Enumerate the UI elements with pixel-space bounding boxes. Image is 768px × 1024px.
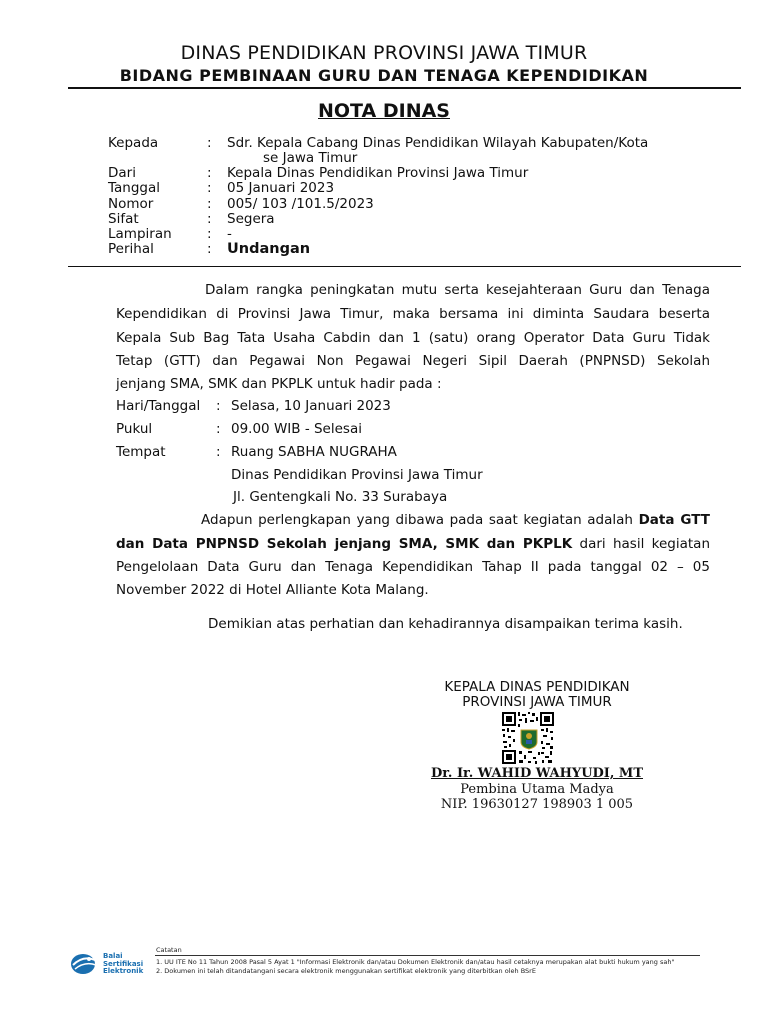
hari-value: Selasa, 10 Januari 2023 xyxy=(231,398,391,414)
colon: : xyxy=(216,421,221,437)
signatory-name: Dr. Ir. WAHID WAHYUDI, MT xyxy=(430,766,643,781)
paragraph-line: Tetap (GTT) dan Pegawai Non Pegawai Negeri Sipil Daerah (PNPNSD) Sekolah xyxy=(116,353,710,369)
footer-divider xyxy=(155,955,700,956)
signatory-title-cont: PROVINSI JAWA TIMUR xyxy=(462,694,612,710)
colon: : xyxy=(207,180,212,196)
colon: : xyxy=(216,444,221,460)
paragraph-line: Pengelolaan Data Guru dan Tenaga Kependidikan Tahap II pada tanggal 02 – 05 xyxy=(116,559,710,575)
colon: : xyxy=(207,211,212,227)
signatory-title: KEPALA DINAS PENDIDIKAN xyxy=(444,679,630,695)
pukul-label: Pukul xyxy=(116,421,153,437)
paragraph-line: jenjang SMA, SMK dan PKPLK untuk hadir pada : xyxy=(116,376,442,392)
tempat-value-cont: Dinas Pendidikan Provinsi Jawa Timur xyxy=(231,467,483,483)
lampiran-label: Lampiran xyxy=(108,226,172,242)
closing-line: Demikian atas perhatian dan kehadirannya disampaikan terima kasih. xyxy=(208,616,683,632)
pukul-value: 09.00 WIB - Selesai xyxy=(231,421,362,437)
paragraph-text: Adapun perlengkapan yang dibawa pada saat kegiatan adalah xyxy=(201,512,633,528)
logo-text-line: Sertifikasi xyxy=(103,959,144,968)
bsre-logo-icon xyxy=(69,951,99,977)
tanggal-label: Tanggal xyxy=(108,180,161,196)
colon: : xyxy=(207,135,212,151)
tempat-label: Tempat xyxy=(116,444,166,460)
perihal-label: Perihal xyxy=(108,241,154,257)
footer-note: 2. Dokumen ini telah ditandatangani secara elektronik menggunakan sertifikat elektronik yang diterbitkan oleh BSrE xyxy=(156,967,536,975)
logo-text-line: Balai xyxy=(103,952,123,960)
perihal-value: Undangan xyxy=(227,241,311,257)
qr-code-icon xyxy=(501,711,555,765)
signatory-rank: Pembina Utama Madya xyxy=(460,782,614,797)
colon: : xyxy=(207,165,212,181)
header-division: BIDANG PEMBINAAN GURU DAN TENAGA KEPENDIDIKAN xyxy=(119,66,649,85)
dari-label: Dari xyxy=(108,165,136,181)
lampiran-value: - xyxy=(227,226,232,242)
meta-divider xyxy=(68,266,741,267)
kepada-value: Sdr. Kepala Cabang Dinas Pendidikan Wilayah Kabupaten/Kota xyxy=(227,135,649,151)
sifat-value: Segera xyxy=(227,211,275,227)
kepada-value-cont: se Jawa Timur xyxy=(263,150,358,166)
colon: : xyxy=(207,226,212,242)
sifat-label: Sifat xyxy=(108,211,139,227)
colon: : xyxy=(216,398,221,414)
nomor-value: 005/ 103 /101.5/2023 xyxy=(227,196,374,212)
tempat-address: Jl. Gentengkali No. 33 Surabaya xyxy=(233,489,448,505)
colon: : xyxy=(207,241,212,257)
paragraph-line: Kepala Sub Bag Tata Usaha Cabdin dan 1 (satu) orang Operator Data Guru Tidak xyxy=(116,330,710,346)
signatory-nip: NIP. 19630127 198903 1 005 xyxy=(440,797,634,812)
paragraph-line xyxy=(116,536,710,552)
header-agency: DINAS PENDIDIKAN PROVINSI JAWA TIMUR xyxy=(180,42,588,64)
footer-catatan: Catatan xyxy=(156,946,182,954)
tanggal-value: 05 Januari 2023 xyxy=(227,180,335,196)
nomor-label: Nomor xyxy=(108,196,154,212)
bsre-logo-text xyxy=(103,953,143,976)
paragraph-line: Kependidikan di Provinsi Jawa Timur, maka bersama ini diminta Saudara beserta xyxy=(116,306,710,322)
paragraph-bold: dan Data PNPNSD Sekolah jenjang SMA, SMK dan PKPLK xyxy=(116,536,573,552)
colon: : xyxy=(207,196,212,212)
footer-note: 1. UU ITE No 11 Tahun 2008 Pasal 5 Ayat 1 "Informasi Elektronik dan/atau Dokumen Elektronik dan/atau hasil cetaknya merupakan alat bukti hukum yang sah" xyxy=(156,958,675,966)
hari-label: Hari/Tanggal xyxy=(116,398,201,414)
kepada-label: Kepada xyxy=(108,135,159,151)
dari-value: Kepala Dinas Pendidikan Provinsi Jawa Timur xyxy=(227,165,529,181)
tempat-value: Ruang SABHA NUGRAHA xyxy=(231,444,397,460)
paragraph-bold: Data GTT xyxy=(638,512,711,528)
header-divider xyxy=(68,87,741,89)
paragraph-line: November 2022 di Hotel Alliante Kota Malang. xyxy=(116,582,429,598)
document-title: NOTA DINAS xyxy=(318,100,450,122)
paragraph-line xyxy=(201,512,710,528)
logo-text-line: Elektronik xyxy=(103,967,144,975)
paragraph-line: Dalam rangka peningkatan mutu serta kesejahteraan Guru dan Tenaga xyxy=(205,282,710,298)
paragraph-text: dari hasil kegiatan xyxy=(579,536,711,552)
